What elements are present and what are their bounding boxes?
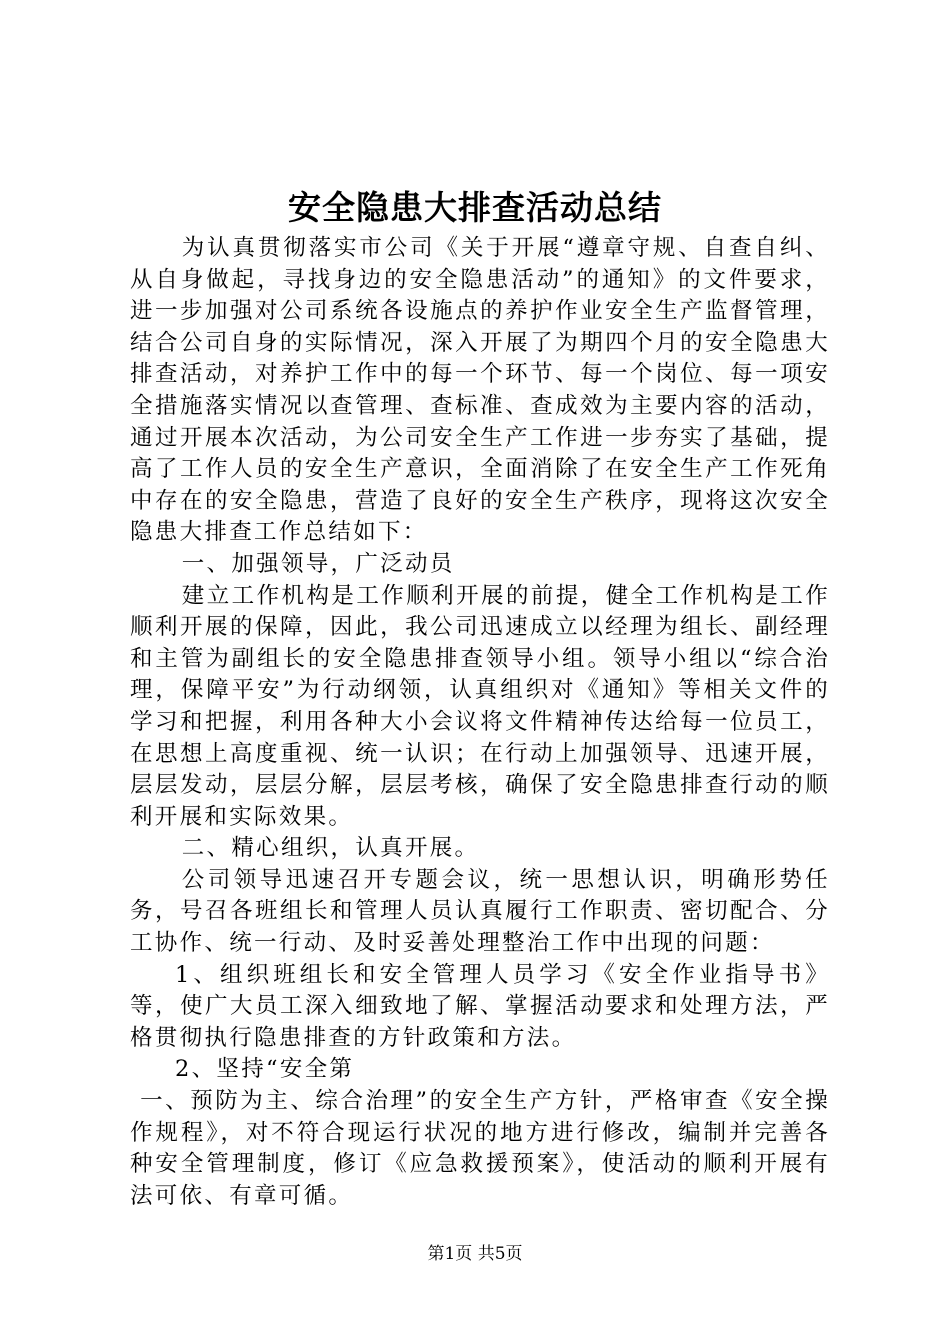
paragraph-intro: 为认真贯彻落实市公司《关于开展“遵章守规、自查自纠、从自身做起，寻找身边的安全隐患活动”的通知》的文件要求，进一步加强对公司系统各设施点的养护作业安全生产监督管理，结合公司自身的实际情况，深入开展了为期四个月的安全隐患大排查活动，对养护工作中的每一个环节、每一个岗位、每一项安全措施落实情况以查管理、查标准、查成效为主要内容的活动，通过开展本次活动，为公司安全生产工作进一步夯实了基础，提高了工作人员的安全生产意识，全面消除了在安全生产工作死角中存在的安全隐患，营造了良好的安全生产秩序，现将这次安全隐患大排查工作总结如下： xyxy=(130,235,830,546)
paragraph-section-2: 公司领导迅速召开专题会议，统一思想认识，明确形势任务，号召各班组长和管理人员认真履行工作职责、密切配合、分工协作、统一行动、及时妥善处理整治工作中出现的问题： xyxy=(130,866,830,957)
paragraph-continuation: 一、预防为主、综合治理”的安全生产方针，严格审查《安全操作规程》，对不符合现运行状况的地方进行修改，编制并完善各种安全管理制度，修订《应急救援预案》，使活动的顺利开展有法可依、有章可循。 xyxy=(130,1088,830,1209)
paragraph-section-1: 建立工作机构是工作顺利开展的前提，健全工作机构是工作顺利开展的保障，因此，我公司迅速成立以经理为组长、副经理和主管为副组长的安全隐患排查领导小组。领导小组以“综合治理，保障平安”为行动纲领，认真组织对《通知》等相关文件的学习和把握，利用各种大小会议将文件精神传达给每一位员工，在思想上高度重视、统一认识；在行动上加强领导、迅速开展，层层发动，层层分解，层层考核，确保了安全隐患排查行动的顺利开展和实际效果。 xyxy=(130,582,830,830)
document-body xyxy=(130,233,830,1212)
page-number: 第1页 共5页 xyxy=(427,1244,523,1264)
list-item-1: 1、组织班组长和安全管理人员学习《安全作业指导书》等，使广大员工深入细致地了解、掌握活动要求和处理方法，严格贯彻执行隐患排查的方针政策和方法。 xyxy=(130,961,830,1051)
document-title: 安全隐患大排查活动总结 xyxy=(288,188,662,227)
heading-section-1: 一、加强领导，广泛动员 xyxy=(181,550,455,577)
list-item-2: 2、坚持“安全第 xyxy=(175,1056,355,1083)
heading-section-2: 二、精心组织，认真开展。 xyxy=(181,835,480,862)
